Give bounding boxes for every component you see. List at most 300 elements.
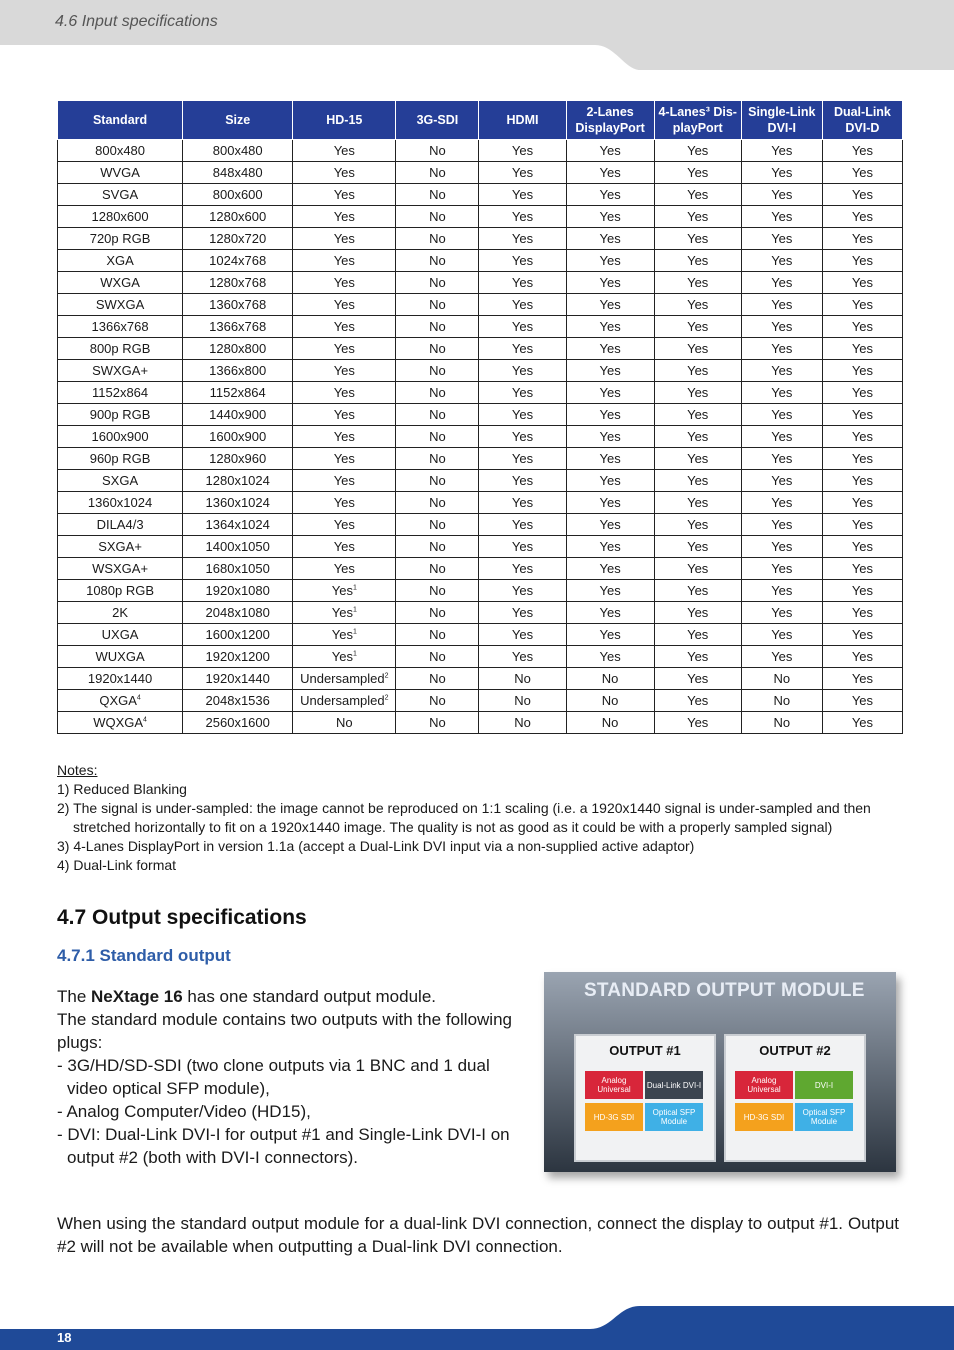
table-cell [566,184,654,206]
cell-value: No [773,671,791,686]
table-cell [396,580,479,602]
cell-value: Yes [687,143,709,158]
cell-value: Yes [771,275,793,290]
cell-value: Yes [599,209,621,224]
table-cell [566,206,654,228]
cell-value: Yes [511,165,534,180]
table-cell [58,602,183,624]
cell-value: No [429,165,446,180]
cell-value: QXGA [99,693,137,708]
table-cell [566,404,654,426]
cell-value: Yes [687,671,709,686]
cell-value: Yes [687,341,709,356]
table-cell [741,668,822,690]
cell-value: Yes [511,649,534,664]
table-cell [479,206,566,228]
cell-value: Yes [771,385,793,400]
cell-value: Yes [851,561,874,576]
table-cell [654,338,741,360]
plug-sdi: HD-3G SDI [585,1103,643,1131]
table-cell [654,272,741,294]
input-spec-table [57,100,903,734]
cell-value: No [429,583,446,598]
cell-value: No [429,385,446,400]
cell-value: Yes [511,297,534,312]
cell-value: Yes [687,231,709,246]
table-cell [396,492,479,514]
output-label: OUTPUT #2 [759,1043,831,1058]
cell-value: WQXGA [93,715,144,730]
cell-value: Yes [687,363,709,378]
cell-value: Yes [333,429,355,444]
cell-value: 800x480 [95,143,146,158]
cell-value: 800x600 [212,187,263,202]
cell-value: Yes [851,319,874,334]
cell-value: 1080p RGB [86,583,155,598]
cell-value: Yes [687,561,709,576]
cell-value: Yes [851,473,874,488]
cell-value: No [601,671,619,686]
cell-value: Yes [851,605,874,620]
cell-value: Yes [333,363,355,378]
table-cell [396,668,479,690]
table-cell [293,162,396,184]
table-cell [183,184,293,206]
cell-value: Yes [511,561,534,576]
table-row [58,382,903,404]
column-header: 4-Lanes³ Dis-playPort [654,101,741,140]
cell-value: No [429,297,446,312]
cell-value: No [773,693,791,708]
table-cell [654,448,741,470]
table-cell [479,360,566,382]
cell-value: Yes [599,275,621,290]
table-cell [822,602,902,624]
footnote-marker: 4 [136,694,141,702]
table-cell [58,492,183,514]
cell-value: Yes [333,539,355,554]
cell-value: Yes [599,143,621,158]
cell-value: Yes [687,649,709,664]
table-cell [183,338,293,360]
cell-value: Yes [599,539,621,554]
cell-value: Yes [511,253,534,268]
table-row [58,206,903,228]
table-cell [479,448,566,470]
table-cell [566,580,654,602]
cell-value: WSXGA+ [92,561,149,576]
table-cell [566,272,654,294]
cell-value: Yes [511,583,534,598]
plug-analog: Analog Universal [735,1071,793,1099]
cell-value: Yes [599,231,621,246]
table-cell [741,470,822,492]
table-cell [822,646,902,668]
cell-value: SVGA [102,187,139,202]
table-cell [741,140,822,162]
cell-value: Yes [511,473,534,488]
cell-value: Yes [851,275,874,290]
table-cell [654,580,741,602]
table-cell [58,272,183,294]
cell-value: Yes [599,517,621,532]
cell-value: 1920x1440 [87,671,153,686]
table-cell [654,514,741,536]
footnote-marker: 1 [352,584,357,592]
cell-value: Yes [771,319,793,334]
footnote-marker: 1 [352,650,357,658]
footer-band [0,1300,954,1350]
table-cell [654,602,741,624]
table-cell [822,580,902,602]
table-cell [293,206,396,228]
cell-value: No [773,715,791,730]
table-cell [654,646,741,668]
cell-value: Yes [687,385,709,400]
cell-value: No [429,363,446,378]
subsection-heading: 4.7.1 Standard output [57,946,231,965]
intro-prefix: The [57,987,92,1006]
table-cell [58,514,183,536]
table-cell [293,316,396,338]
cell-value: 1366x800 [209,363,267,378]
footnote-marker: 1 [352,628,357,636]
cell-value: Yes [599,627,621,642]
cell-value: Yes [851,363,874,378]
cell-value: 1280x768 [209,275,267,290]
cell-value: Yes [687,297,709,312]
table-cell [183,580,293,602]
closing-paragraph: When using the standard output module for a dual-link DVI connection, connect the display to output #1. Output #2 will not be available when outputting a Dual-link DVI connection. [57,1214,899,1256]
table-cell [566,294,654,316]
cell-value: Yes [687,451,709,466]
cell-value: Yes [771,187,793,202]
table-cell [822,404,902,426]
table-cell [396,206,479,228]
table-cell [293,272,396,294]
table-cell [396,228,479,250]
cell-value: No [601,715,619,730]
table-row [58,514,903,536]
table-cell [566,646,654,668]
notes [57,761,907,875]
table-cell [479,668,566,690]
table-cell [566,690,654,712]
table-cell [396,448,479,470]
table-cell [741,382,822,404]
table-cell [479,536,566,558]
table-row [58,426,903,448]
table-cell [479,140,566,162]
table-cell [654,316,741,338]
table-cell [822,206,902,228]
cell-value: Yes [771,627,793,642]
cell-value: Yes [771,517,793,532]
table-cell [566,162,654,184]
cell-value: Yes [851,517,874,532]
cell-value: Yes [511,385,534,400]
cell-value: Yes [333,407,355,422]
cell-value: Yes [333,451,355,466]
table-cell [566,448,654,470]
table-cell [58,228,183,250]
module-title: STANDARD OUTPUT MODULE [584,980,865,1001]
cell-value: Yes [851,143,874,158]
cell-value: No [429,671,446,686]
table-row [58,140,903,162]
table-cell [566,360,654,382]
cell-value: No [429,253,446,268]
cell-value: Yes [771,561,793,576]
table-cell [822,470,902,492]
intro-suffix: has one standard output module. [182,987,436,1006]
table-cell [822,690,902,712]
header-band [0,0,954,70]
table-row [58,690,903,712]
cell-value: No [429,649,446,664]
note-item: 1) Reduced Blanking [57,781,187,797]
cell-value: 1280x720 [209,231,267,246]
cell-value: Yes [851,253,874,268]
table-cell [479,162,566,184]
table-cell [58,316,183,338]
table-cell [654,492,741,514]
table-cell [741,404,822,426]
table-cell [396,690,479,712]
cell-value: 1360x1024 [87,495,153,510]
cell-value: Yes [599,363,621,378]
cell-value: No [429,605,446,620]
table-cell [741,558,822,580]
table-cell [58,294,183,316]
table-cell [396,470,479,492]
table-cell [58,690,183,712]
plug-sfp: Optical SFP Module [645,1103,703,1131]
table-cell [396,404,479,426]
cell-value: Yes [851,341,874,356]
cell-value: Yes [511,627,534,642]
cell-value: Yes [333,341,355,356]
column-header: Single-Link DVI-I [741,101,822,140]
cell-value: Yes [333,297,355,312]
table-row [58,404,903,426]
cell-value: Yes [599,451,621,466]
footnote-marker: 2 [384,694,389,702]
cell-value: Yes [331,627,353,642]
cell-value: 900p RGB [89,407,151,422]
bullet-item: - Analog Computer/Video (HD15), [57,1102,311,1121]
table-cell [58,184,183,206]
cell-value: Yes [687,407,709,422]
cell-value: WXGA [100,275,140,290]
cell-value: Yes [511,275,534,290]
cell-value: 1280x800 [209,341,267,356]
cell-value: Yes [771,143,793,158]
table-cell [822,536,902,558]
cell-value: 1400x1050 [205,539,270,554]
table-cell [822,492,902,514]
table-cell [566,426,654,448]
table-cell [293,668,396,690]
cell-value: Yes [687,165,709,180]
table-cell [822,382,902,404]
table-cell [654,624,741,646]
table-row [58,360,903,382]
table-cell [566,558,654,580]
table-cell [58,250,183,272]
cell-value: Yes [851,693,874,708]
cell-value: No [429,275,446,290]
cell-value: No [429,143,446,158]
cell-value: Yes [771,605,793,620]
note-item: 2) The signal is under-sampled: the image cannot be reproduced on 1:1 scaling (i.e. a 1920x1440 signal is under-sampled and then stretched horizontally to fit on a 1920x1440 image. The quality is not as good as it could be with a properly sampled signal) [57,800,871,835]
cell-value: Yes [851,187,874,202]
cell-value: No [429,495,446,510]
table-cell [741,492,822,514]
table-cell [183,448,293,470]
cell-value: Yes [851,429,874,444]
table-header-row [58,101,903,140]
cell-value: Yes [851,209,874,224]
table-row [58,184,903,206]
table-cell [396,294,479,316]
table-cell [479,624,566,646]
table-cell [479,646,566,668]
output-2-box [724,1034,866,1162]
table-cell [293,250,396,272]
cell-value: Yes [333,517,355,532]
cell-value: Yes [331,583,353,598]
table-cell [479,426,566,448]
table-cell [654,558,741,580]
table-cell [183,404,293,426]
bullet-item: - DVI: Dual-Link DVI-I for output #1 and Single-Link DVI-I on output #2 (both with DVI-I connectors). [57,1125,510,1167]
table-cell [566,250,654,272]
table-row [58,316,903,338]
column-header: Standard [58,101,183,140]
table-cell [58,646,183,668]
table-cell [822,426,902,448]
table-cell [654,382,741,404]
cell-value: Yes [851,231,874,246]
cell-value: Yes [687,627,709,642]
cell-value: 1280x600 [91,209,149,224]
table-cell [654,690,741,712]
table-row [58,668,903,690]
cell-value: Yes [771,363,793,378]
table-cell [654,250,741,272]
cell-value: 1920x1200 [205,649,270,664]
cell-value: Yes [511,517,534,532]
table-cell [741,536,822,558]
cell-value: Yes [687,715,709,730]
table-cell [396,514,479,536]
table-cell [654,294,741,316]
cell-value: Yes [333,165,355,180]
cell-value: No [429,209,446,224]
cell-value: 1364x1024 [205,517,270,532]
cell-value: Yes [333,231,355,246]
table-cell [293,514,396,536]
table-cell [183,624,293,646]
table-cell [396,536,479,558]
cell-value: 1280x1024 [205,473,270,488]
table-row [58,448,903,470]
cell-value: Yes [771,209,793,224]
table-cell [654,140,741,162]
cell-value: Yes [599,495,621,510]
table-cell [58,470,183,492]
cell-value: Yes [687,253,709,268]
cell-value: 1360x1024 [205,495,270,510]
cell-value: Yes [599,649,621,664]
table-row [58,624,903,646]
table-cell [654,668,741,690]
table-cell [822,162,902,184]
cell-value: Yes [511,363,534,378]
table-cell [654,360,741,382]
table-cell [396,712,479,734]
cell-value: 1280x960 [209,451,267,466]
table-cell [396,360,479,382]
table-cell [293,536,396,558]
cell-value: 2K [112,605,129,620]
table-cell [183,712,293,734]
table-cell [396,646,479,668]
footnote-marker: 1 [352,606,357,614]
cell-value: No [601,693,619,708]
cell-value: Yes [851,451,874,466]
cell-value: Yes [599,429,621,444]
table-cell [741,712,822,734]
cell-value: 1152x864 [91,385,149,400]
cell-value: Yes [687,495,709,510]
cell-value: No [429,341,446,356]
table-cell [741,690,822,712]
cell-value: Yes [771,253,793,268]
table-cell [58,536,183,558]
table-cell [741,294,822,316]
table-cell [479,580,566,602]
table-cell [183,536,293,558]
table-cell [566,492,654,514]
table-cell [58,162,183,184]
cell-value: No [429,231,446,246]
column-header: Dual-Link DVI-D [822,101,902,140]
cell-value: Yes [851,583,874,598]
table-cell [654,184,741,206]
column-header: Size [183,101,293,140]
cell-value: Yes [511,429,534,444]
table-cell [479,558,566,580]
table-cell [822,272,902,294]
table-cell [822,294,902,316]
cell-value: Yes [511,319,534,334]
table-cell [566,382,654,404]
table-cell [479,228,566,250]
table-cell [822,250,902,272]
table-cell [58,404,183,426]
table-cell [396,272,479,294]
table-cell [183,646,293,668]
cell-value: Yes [771,165,793,180]
cell-value: Yes [599,187,621,202]
table-cell [183,316,293,338]
plug-analog: Analog Universal [585,1071,643,1099]
cell-value: Yes [771,539,793,554]
table-cell [566,712,654,734]
table-cell [822,514,902,536]
